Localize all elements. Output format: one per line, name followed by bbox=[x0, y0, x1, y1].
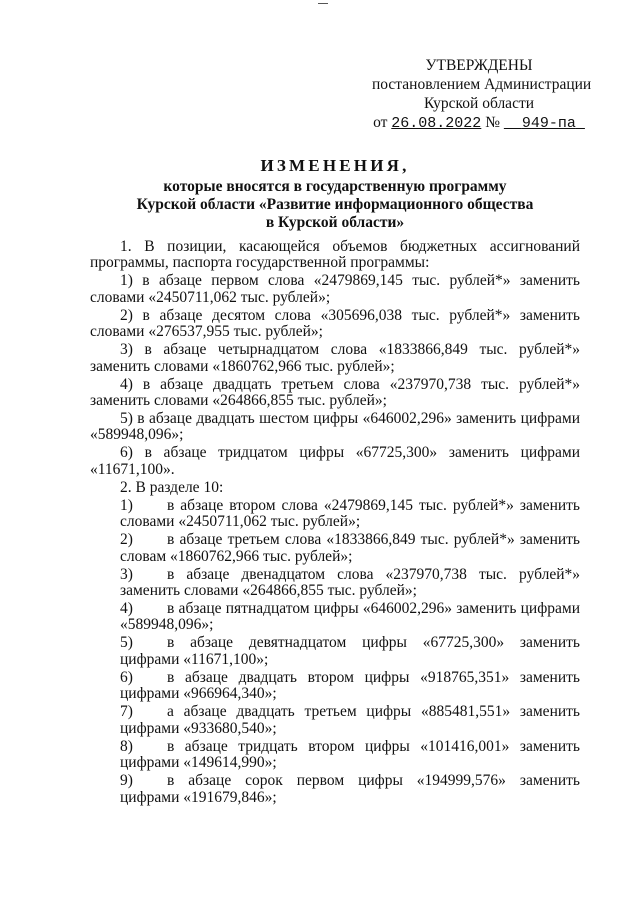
section-2-item bbox=[90, 601, 580, 634]
item-number: 4) bbox=[120, 600, 133, 618]
item-number: 1) bbox=[120, 496, 133, 514]
section-2-item bbox=[90, 635, 580, 668]
item-number: 9) bbox=[120, 772, 133, 790]
item-text: в абзаце девятнадцатом цифры «67725,300» заменить цифрами «11671,100»; bbox=[120, 634, 580, 668]
section-1-item: 4) в абзаце двадцать третьем слова «237970,738 тыс. рублей*» заменить словами «264866,855 тыс. рублей»; bbox=[90, 375, 580, 410]
document-body bbox=[90, 239, 580, 808]
approval-date: 26.08.2022 bbox=[391, 115, 482, 132]
document-title bbox=[90, 157, 580, 232]
page-top-mark bbox=[318, 3, 328, 4]
section-2-item bbox=[90, 567, 580, 600]
approval-heading: УТВЕРЖДЕНЫ bbox=[425, 57, 533, 74]
item-text: в абзаце двадцать втором цифры «918765,351» заменить цифрами «966964,340»; bbox=[120, 668, 580, 703]
item-number: 8) bbox=[120, 737, 133, 755]
title-line-3: в Курской области» bbox=[265, 214, 405, 231]
approval-region: Курской области bbox=[423, 95, 535, 112]
approval-block bbox=[372, 56, 592, 133]
item-text: в абзаце втором слова «2479869,145 тыс. рублей*» заменить словами «2450711,062 тыс. рублей»; bbox=[120, 496, 580, 531]
approval-date-line bbox=[372, 113, 586, 133]
title-main: ИЗМЕНЕНИЯ, bbox=[260, 156, 410, 175]
section-2-item bbox=[90, 670, 580, 703]
title-line-2: Курской области «Развитие информационного общества bbox=[136, 196, 534, 213]
item-number: 7) bbox=[120, 703, 133, 721]
section-1-item: 5) в абзаце двадцать шестом цифры «646002,296» заменить цифрами «589948,096»; bbox=[90, 410, 580, 444]
title-line-1: которые вносятся в государственную программу bbox=[163, 178, 507, 195]
approval-number-sign: № bbox=[485, 114, 500, 131]
item-number: 2) bbox=[120, 531, 133, 549]
item-text: в абзаце пятнадцатом цифры «646002,296» заменить цифрами «589948,096»; bbox=[120, 600, 580, 634]
section-1-item: 6) в абзаце тридцатом цифры «67725,300» заменить цифрами «11671,100». bbox=[90, 444, 580, 478]
approval-date-prefix: от bbox=[373, 114, 388, 131]
section-2-intro: 2. В разделе 10: bbox=[120, 478, 224, 496]
section-2-item bbox=[90, 704, 580, 737]
item-text: в абзаце сорок первом цифры «194999,576» заменить цифрами «191679,846»; bbox=[120, 772, 580, 806]
approval-issuer: постановлением Администрации bbox=[372, 76, 592, 93]
item-text: в абзаце двенадцатом слова «237970,738 тыс. рублей*» заменить словами «264866,855 тыс. рублей»; bbox=[120, 565, 580, 600]
item-text: а абзаце двадцать третьем цифры «885481,551» заменить цифрами «933680,540»; bbox=[120, 703, 580, 737]
section-1-intro: 1. В позиции, касающейся объемов бюджетных ассигнований программы, паспорта государственной программы: bbox=[90, 238, 580, 272]
item-number: 6) bbox=[120, 668, 133, 686]
section-1-item: 2) в абзаце десятом слова «305696,038 тыс. рублей*» заменить словами «276537,955 тыс. рублей»; bbox=[90, 306, 580, 341]
item-number: 5) bbox=[120, 634, 133, 652]
section-2-item bbox=[90, 739, 580, 772]
item-number: 3) bbox=[120, 565, 133, 583]
section-2-item bbox=[90, 532, 580, 565]
section-2-item bbox=[90, 773, 580, 806]
item-text: в абзаце третьем слова «1833866,849 тыс. рублей*» заменить словам «1860762,966 тыс. рублей»; bbox=[120, 531, 580, 565]
approval-number: 949-па bbox=[521, 115, 576, 132]
section-2-item bbox=[90, 498, 580, 531]
item-text: в абзаце тридцать втором цифры «101416,001» заменить цифрами «149614,990»; bbox=[120, 737, 580, 772]
section-1-item: 3) в абзаце четырнадцатом слова «1833866,849 тыс. рублей*» заменить словами «1860762,966 тыс. рублей»; bbox=[90, 341, 580, 375]
section-1-item: 1) в абзаце первом слова «2479869,145 тыс. рублей*» заменить словами «2450711,062 тыс. рублей»; bbox=[90, 272, 580, 306]
